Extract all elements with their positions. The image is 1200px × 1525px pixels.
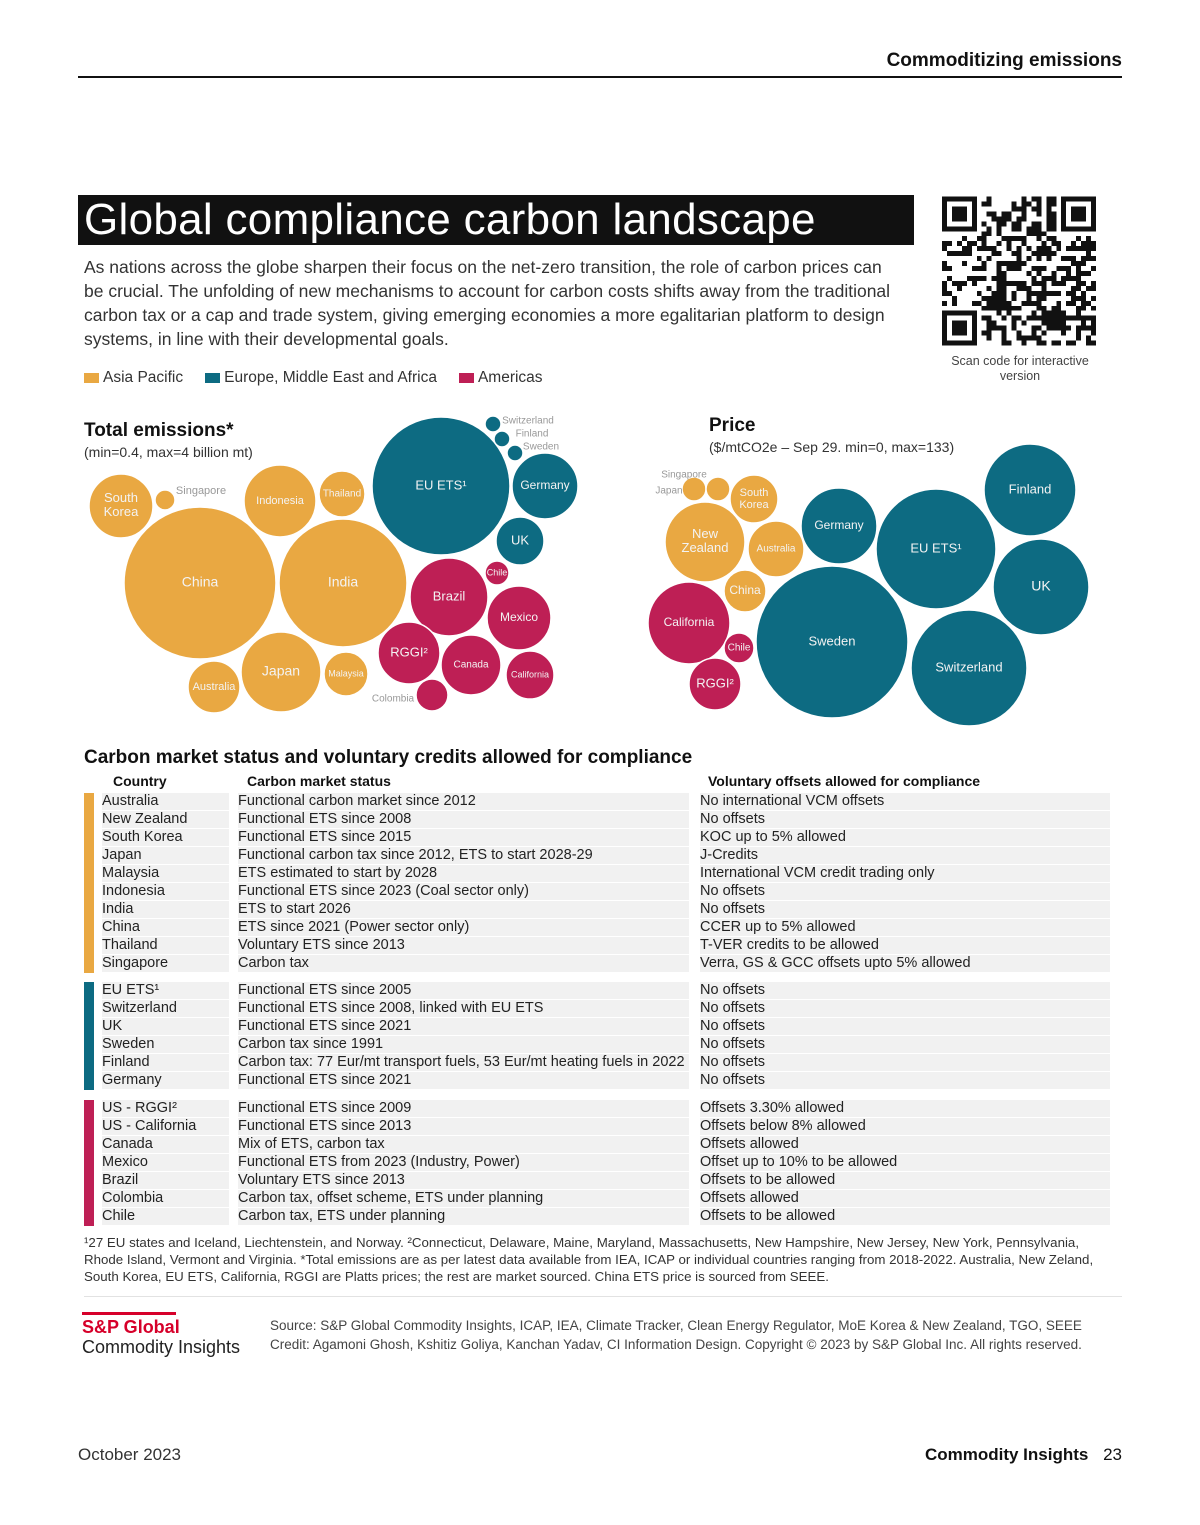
bubble-label: Thailand [322, 488, 362, 500]
status-cell: Functional ETS since 2015 [238, 829, 689, 846]
table-row [84, 1136, 1110, 1154]
country-cell: EU ETS¹ [102, 982, 229, 999]
bubble-label: Australia [756, 543, 796, 555]
bubble-label: Germany [520, 478, 570, 493]
country-cell: Canada [102, 1136, 229, 1153]
bubble-finland [494, 431, 510, 447]
offsets-cell: No offsets [700, 1054, 1110, 1071]
status-cell: Carbon tax: 77 Eur/mt transport fuels, 53 Eur/mt heating fuels in 2022 [238, 1054, 689, 1071]
country-cell: New Zealand [102, 811, 229, 828]
legend-swatch [205, 373, 220, 383]
table-row [84, 955, 1110, 973]
country-cell: Sweden [102, 1036, 229, 1053]
table-row [84, 919, 1110, 937]
bubble-label: EU ETS¹ [415, 477, 467, 493]
footer-date: October 2023 [78, 1445, 182, 1464]
header-rule [78, 76, 1122, 78]
offsets-cell: Offsets 3.30% allowed [700, 1100, 1110, 1117]
table-row [84, 1036, 1110, 1054]
offsets-cell: No offsets [700, 1018, 1110, 1035]
table-row [84, 1000, 1110, 1018]
bubble-label: Australia [192, 680, 236, 693]
offsets-cell: T-VER credits to be allowed [700, 937, 1110, 954]
table-group-emea [84, 982, 1110, 1090]
publication-name: Commodity Insights [924, 1445, 1089, 1464]
bubble-label: Singapore [175, 484, 227, 497]
price-chart-title: Price [709, 415, 756, 436]
status-cell: Functional ETS since 2008, linked with EU ETS [238, 1000, 689, 1017]
bubble-label: Germany [814, 518, 864, 533]
bubble-label: New Zealand [681, 526, 729, 556]
bubble-colombia [416, 679, 448, 711]
brand-logo: S&P Global [82, 1317, 180, 1337]
bubble-label: Chile [727, 642, 751, 654]
offsets-cell: No offsets [700, 883, 1110, 900]
bubble-label: Japan [655, 485, 683, 497]
footnote: ¹27 EU states and Iceland, Liechtenstein, and Norway. ²Connecticut, Delaware, Maine, Maryland, Massachusetts, New Hampshire, New Jersey, New York, Pennsylvania, Rhode Island, Vermont and Virginia. *Total emissions are as per latest data available from IEA, ICAP or individual countries ranging from 2018-2022. Australia, New Zeland, South Korea, EU ETS, California, RGGI are Platts prices; the rest are market sourced. China ETS price is sourced from SEEE. [84, 1235, 1094, 1284]
bubble-label: China [181, 573, 219, 590]
bubble-label: Canada [453, 659, 489, 671]
bubble-label: California [663, 615, 715, 630]
bubble-label: Japan [261, 662, 301, 679]
header-offsets: Voluntary offsets allowed for compliance [708, 773, 981, 789]
legend-item-emea [205, 369, 437, 387]
offsets-cell: Verra, GS & GCC offsets upto 5% allowed [700, 955, 1110, 972]
table-group-asia [84, 793, 1110, 973]
price-chart-subtitle: ($/mtCO2e – Sep 29. min=0, max=133) [709, 439, 955, 455]
status-cell: Carbon tax, ETS under planning [238, 1208, 689, 1225]
bubble-label: Finland [1008, 481, 1052, 497]
bubble-label: EU ETS¹ [910, 540, 962, 556]
bubble-label: South Korea [739, 487, 769, 511]
bubble-label: UK [510, 532, 530, 548]
bubble-label: Finland [515, 428, 549, 440]
legend-label: Americas [477, 369, 543, 386]
country-cell: Brazil [102, 1172, 229, 1189]
status-cell: Functional ETS since 2009 [238, 1100, 689, 1117]
table-group-americas [84, 1100, 1110, 1226]
bubble-label: Colombia [371, 693, 415, 705]
table-row [84, 1118, 1110, 1136]
qr-code[interactable] [942, 196, 1096, 346]
table-title: Carbon market status and voluntary credits allowed for compliance [84, 747, 693, 768]
bubble-label: UK [1031, 577, 1051, 594]
table-row [84, 1072, 1110, 1090]
status-cell: Carbon tax, offset scheme, ETS under planning [238, 1190, 689, 1207]
status-cell: Voluntary ETS since 2013 [238, 1172, 689, 1189]
table-row [84, 1208, 1110, 1226]
offsets-cell: No offsets [700, 1072, 1110, 1089]
offsets-cell: Offsets allowed [700, 1136, 1110, 1153]
bubble-label: RGGI² [696, 675, 734, 691]
table-row [84, 1154, 1110, 1172]
offsets-cell: Offsets allowed [700, 1190, 1110, 1207]
bubble-label: Indonesia [256, 494, 304, 507]
country-cell: China [102, 919, 229, 936]
offsets-cell: KOC up to 5% allowed [700, 829, 1110, 846]
bubble-label: Singapore [661, 469, 707, 481]
brand-logo-bar [82, 1312, 176, 1315]
country-cell: US - RGGI² [102, 1100, 229, 1117]
legend-label: Europe, Middle East and Africa [224, 369, 437, 386]
bubble-sweden [507, 445, 523, 461]
status-cell: Functional ETS since 2021 [238, 1018, 689, 1035]
legend-swatch [84, 373, 99, 383]
country-cell: South Korea [102, 829, 229, 846]
country-cell: US - California [102, 1118, 229, 1135]
table-row [84, 883, 1110, 901]
bubble-label: South Korea [103, 490, 139, 520]
offsets-cell: No offsets [700, 811, 1110, 828]
country-cell: Malaysia [102, 865, 229, 882]
status-cell: ETS estimated to start by 2028 [238, 865, 689, 882]
legend-label: Asia Pacific [103, 369, 184, 386]
country-cell: Chile [102, 1208, 229, 1225]
country-cell: Thailand [102, 937, 229, 954]
legend-swatch [459, 373, 474, 383]
table-row [84, 793, 1110, 811]
status-cell: Mix of ETS, carbon tax [238, 1136, 689, 1153]
bubble-label: Switzerland [502, 415, 554, 427]
legend-item-asia [84, 369, 183, 387]
brand-sub: Commodity Insights [82, 1337, 241, 1357]
offsets-cell: Offsets to be allowed [700, 1208, 1110, 1225]
credit-line: Credit: Agamoni Ghosh, Kshitiz Goliya, Kanchan Yadav, CI Information Design. Copyright © 2023 by S&P Global Inc. All rights reserved. [270, 1337, 1082, 1352]
legend-item-americas [459, 369, 543, 387]
country-cell: Singapore [102, 955, 229, 972]
offsets-cell: No offsets [700, 982, 1110, 999]
emissions-chart-title: Total emissions* [84, 420, 234, 441]
table-row [84, 937, 1110, 955]
status-cell: Functional ETS since 2021 [238, 1072, 689, 1089]
table-row [84, 1172, 1110, 1190]
page-number: 23 [1103, 1445, 1122, 1464]
country-cell: Indonesia [102, 883, 229, 900]
offsets-cell: No international VCM offsets [700, 793, 1110, 810]
qr-caption: Scan code for interactive version [951, 354, 1089, 383]
section-title: Commoditizing emissions [886, 50, 1122, 71]
status-cell: Functional ETS since 2023 (Coal sector only) [238, 883, 689, 900]
bubble-label: Chile [486, 567, 508, 578]
table-row [84, 1100, 1110, 1118]
divider [84, 1296, 1122, 1297]
bubble-label: Switzerland [935, 659, 1003, 675]
status-cell: Voluntary ETS since 2013 [238, 937, 689, 954]
header-country: Country [113, 773, 167, 789]
source-credits [270, 1316, 1130, 1354]
table-row [84, 1190, 1110, 1208]
status-cell: Carbon tax since 1991 [238, 1036, 689, 1053]
country-cell: India [102, 901, 229, 918]
bubble-charts [0, 400, 1200, 730]
status-cell: Carbon tax [238, 955, 689, 972]
bubble-label: RGGI² [390, 644, 428, 660]
intro-paragraph: As nations across the globe sharpen their focus on the net-zero transition, the role of carbon prices can be crucial. The unfolding of new mechanisms to account for carbon costs shifts away from the traditional carbon tax or a cap and trade system, giving emerging economies a more egalitarian platform to design systems, in line with their developmental goals. [84, 257, 891, 349]
page-title: Global compliance carbon landscape [78, 195, 914, 245]
table-row [84, 982, 1110, 1000]
status-cell: ETS since 2021 (Power sector only) [238, 919, 689, 936]
status-cell: Functional ETS since 2013 [238, 1118, 689, 1135]
table-row [84, 865, 1110, 883]
country-cell: Mexico [102, 1154, 229, 1171]
offsets-cell: CCER up to 5% allowed [700, 919, 1110, 936]
table-row [84, 811, 1110, 829]
offsets-cell: International VCM credit trading only [700, 865, 1110, 882]
table-row [84, 1018, 1110, 1036]
country-cell: Colombia [102, 1190, 229, 1207]
offsets-cell: No offsets [700, 1000, 1110, 1017]
bubble-label: Mexico [499, 610, 539, 625]
bubble-label: Brazil [432, 588, 466, 604]
status-cell: Functional ETS since 2008 [238, 811, 689, 828]
offsets-cell: J-Credits [700, 847, 1110, 864]
table-row [84, 829, 1110, 847]
status-cell: Functional carbon tax since 2012, ETS to start 2028-29 [238, 847, 689, 864]
footer-publication [925, 1445, 1122, 1465]
bubble-label: India [327, 573, 359, 590]
bubble-japan [706, 477, 730, 501]
country-cell: Switzerland [102, 1000, 229, 1017]
offsets-cell: Offset up to 10% to be allowed [700, 1154, 1110, 1171]
table-row [84, 901, 1110, 919]
bubble-label: Malaysia [328, 668, 364, 679]
source-line: Source: S&P Global Commodity Insights, ICAP, IEA, Climate Tracker, Clean Energy Regulator, MoE Korea & New Zealand, TGO, SEEE [270, 1318, 1082, 1333]
region-legend [84, 369, 565, 387]
offsets-cell: Offsets to be allowed [700, 1172, 1110, 1189]
country-cell: Finland [102, 1054, 229, 1071]
table-row [84, 847, 1110, 865]
bubble-label: Sweden [522, 441, 560, 453]
table-row [84, 1054, 1110, 1072]
status-cell: ETS to start 2026 [238, 901, 689, 918]
country-cell: Germany [102, 1072, 229, 1089]
status-cell: Functional carbon market since 2012 [238, 793, 689, 810]
offsets-cell: No offsets [700, 901, 1110, 918]
bubble-singapore [155, 490, 175, 510]
bubble-label: Sweden [808, 633, 856, 649]
country-cell: Japan [102, 847, 229, 864]
emissions-chart-subtitle: (min=0.4, max=4 billion mt) [84, 444, 253, 460]
header-status: Carbon market status [247, 773, 391, 789]
offsets-cell: No offsets [700, 1036, 1110, 1053]
bubble-label: China [729, 583, 761, 598]
status-cell: Functional ETS from 2023 (Industry, Power) [238, 1154, 689, 1171]
country-cell: UK [102, 1018, 229, 1035]
bubble-switzerland [485, 416, 501, 432]
bubble-label: California [510, 669, 550, 680]
country-cell: Australia [102, 793, 229, 810]
offsets-cell: Offsets below 8% allowed [700, 1118, 1110, 1135]
status-cell: Functional ETS since 2005 [238, 982, 689, 999]
